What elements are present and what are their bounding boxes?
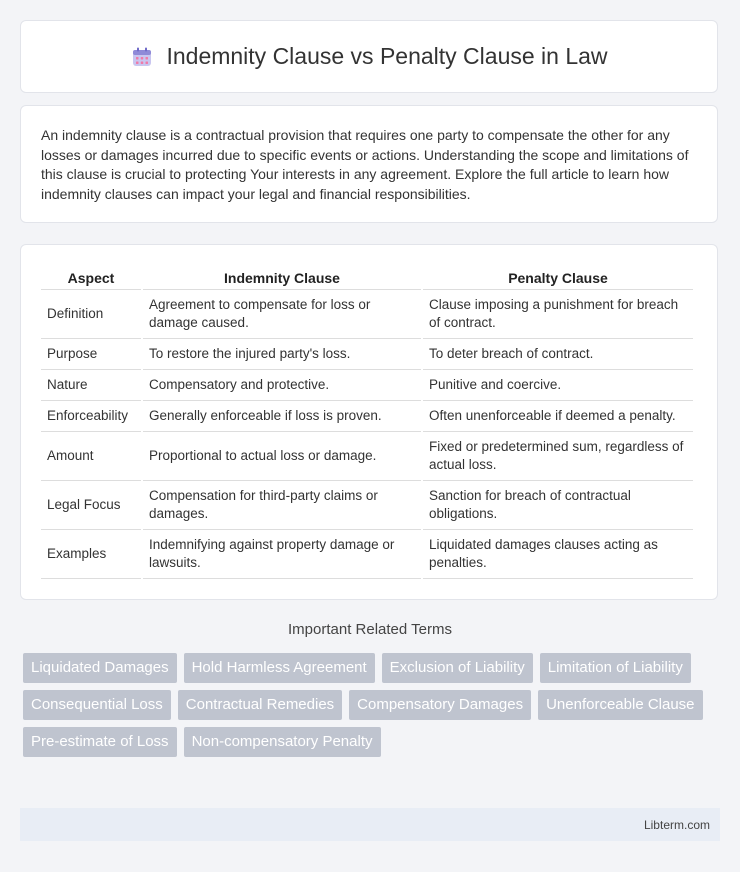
indemnity-cell: Agreement to compensate for loss or damage caused. [143,290,421,339]
comparison-table [39,267,695,579]
indemnity-cell: Compensatory and protective. [143,370,421,401]
related-term-tag[interactable]: Consequential Loss [23,690,171,720]
penalty-cell: Often unenforceable if deemed a penalty. [423,401,693,432]
related-term-tag[interactable]: Compensatory Damages [349,690,531,720]
header-aspect: Aspect [41,267,141,290]
aspect-cell: Enforceability [41,401,141,432]
aspect-cell: Legal Focus [41,481,141,530]
footer [20,808,720,841]
table-row [41,370,693,401]
table-row [41,290,693,339]
aspect-cell: Amount [41,432,141,481]
related-terms-list [23,653,723,764]
header-indemnity: Indemnity Clause [143,267,421,290]
table-row [41,530,693,579]
table-row [41,432,693,481]
penalty-cell: Clause imposing a punishment for breach of contract. [423,290,693,339]
related-term-tag[interactable]: Limitation of Liability [540,653,691,683]
header-penalty: Penalty Clause [423,267,693,290]
table-row [41,339,693,370]
penalty-cell: Fixed or predetermined sum, regardless of actual loss. [423,432,693,481]
indemnity-cell: Generally enforceable if loss is proven. [143,401,421,432]
intro-text: An indemnity clause is a contractual provision that requires one party to compensate the other for any losses or damages incurred due to specific events or actions. Understanding the scope and limitations of this clause is crucial to protecting Your interests in any agreement. Explore the full article to learn how indemnity clauses can impact your legal and financial responsibilities. [41,127,689,202]
related-term-tag[interactable]: Liquidated Damages [23,653,177,683]
table-row [41,401,693,432]
related-term-tag[interactable]: Non-compensatory Penalty [184,727,381,757]
calendar-icon [130,45,154,69]
related-term-tag[interactable]: Contractual Remedies [178,690,342,720]
indemnity-cell: Indemnifying against property damage or lawsuits. [143,530,421,579]
table-header-row [41,267,693,290]
aspect-cell: Purpose [41,339,141,370]
penalty-cell: Sanction for breach of contractual obligations. [423,481,693,530]
aspect-cell: Examples [41,530,141,579]
penalty-cell: Punitive and coercive. [423,370,693,401]
related-term-tag[interactable]: Exclusion of Liability [382,653,533,683]
comparison-card [20,244,718,600]
aspect-cell: Nature [41,370,141,401]
intro-card [20,105,718,223]
indemnity-cell: To restore the injured party's loss. [143,339,421,370]
indemnity-cell: Proportional to actual loss or damage. [143,432,421,481]
penalty-cell: Liquidated damages clauses acting as penalties. [423,530,693,579]
penalty-cell: To deter breach of contract. [423,339,693,370]
related-term-tag[interactable]: Hold Harmless Agreement [184,653,375,683]
related-term-tag[interactable]: Unenforceable Clause [538,690,702,720]
title-card [20,20,718,93]
aspect-cell: Definition [41,290,141,339]
footer-site-link[interactable]: Libterm.com [643,818,710,832]
table-row [41,481,693,530]
related-terms-title: Important Related Terms [288,621,452,638]
related-term-tag[interactable]: Pre-estimate of Loss [23,727,177,757]
page-title: Indemnity Clause vs Penalty Clause in Law [166,43,608,69]
indemnity-cell: Compensation for third-party claims or damages. [143,481,421,530]
